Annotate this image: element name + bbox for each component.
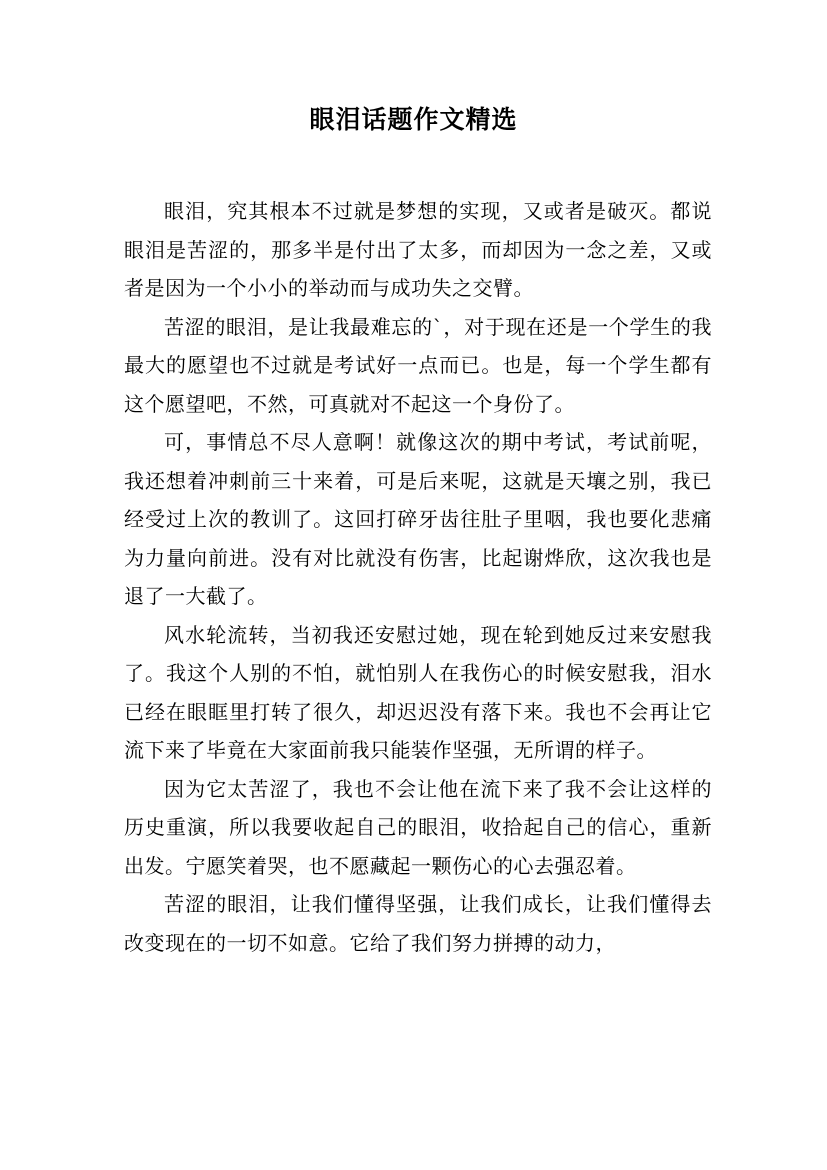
paragraph: 苦涩的眼泪，让我们懂得坚强，让我们成长，让我们懂得去改变现在的一切不如意。它给了我们努力拼搏的动力， [124, 892, 712, 955]
document-body [124, 192, 712, 962]
paragraph: 因为它太苦涩了，我也不会让他在流下来了我不会让这样的历史重演，所以我要收起自己的眼泪，收拾起自己的信心，重新出发。宁愿笑着哭，也不愿藏起一颗伤心的心去强忍着。 [124, 776, 712, 878]
paragraph: 苦涩的眼泪，是让我最难忘的`，对于现在还是一个学生的我最大的愿望也不过就是考试好一点而已。也是，每一个学生都有这个愿望吧，不然，可真就对不起这一个身份了。 [124, 314, 712, 416]
paragraph: 可，事情总不尽人意啊！就像这次的期中考试，考试前呢，我还想着冲刺前三十来着，可是后来呢，这就是天壤之别，我已经受过上次的教训了。这回打碎牙齿往肚子里咽，我也要化悲痛为力量向前进。没有对比就没有伤害，比起谢烨欣，这次我也是退了一大截了。 [124, 430, 712, 608]
paragraph: 风水轮流转，当初我还安慰过她，现在轮到她反过来安慰我了。我这个人别的不怕，就怕别人在我伤心的时候安慰我，泪水已经在眼眶里打转了很久，却迟迟没有落下来。我也不会再让它流下来了毕竟在大家面前我只能装作坚强，无所谓的样子。 [124, 622, 712, 762]
document-title: 眼泪话题作文精选 [309, 105, 518, 134]
paragraph: 眼泪，究其根本不过就是梦想的实现，又或者是破灭。都说眼泪是苦涩的，那多半是付出了太多，而却因为一念之差，又或者是因为一个小小的举动而与成功失之交臂。 [124, 199, 712, 300]
